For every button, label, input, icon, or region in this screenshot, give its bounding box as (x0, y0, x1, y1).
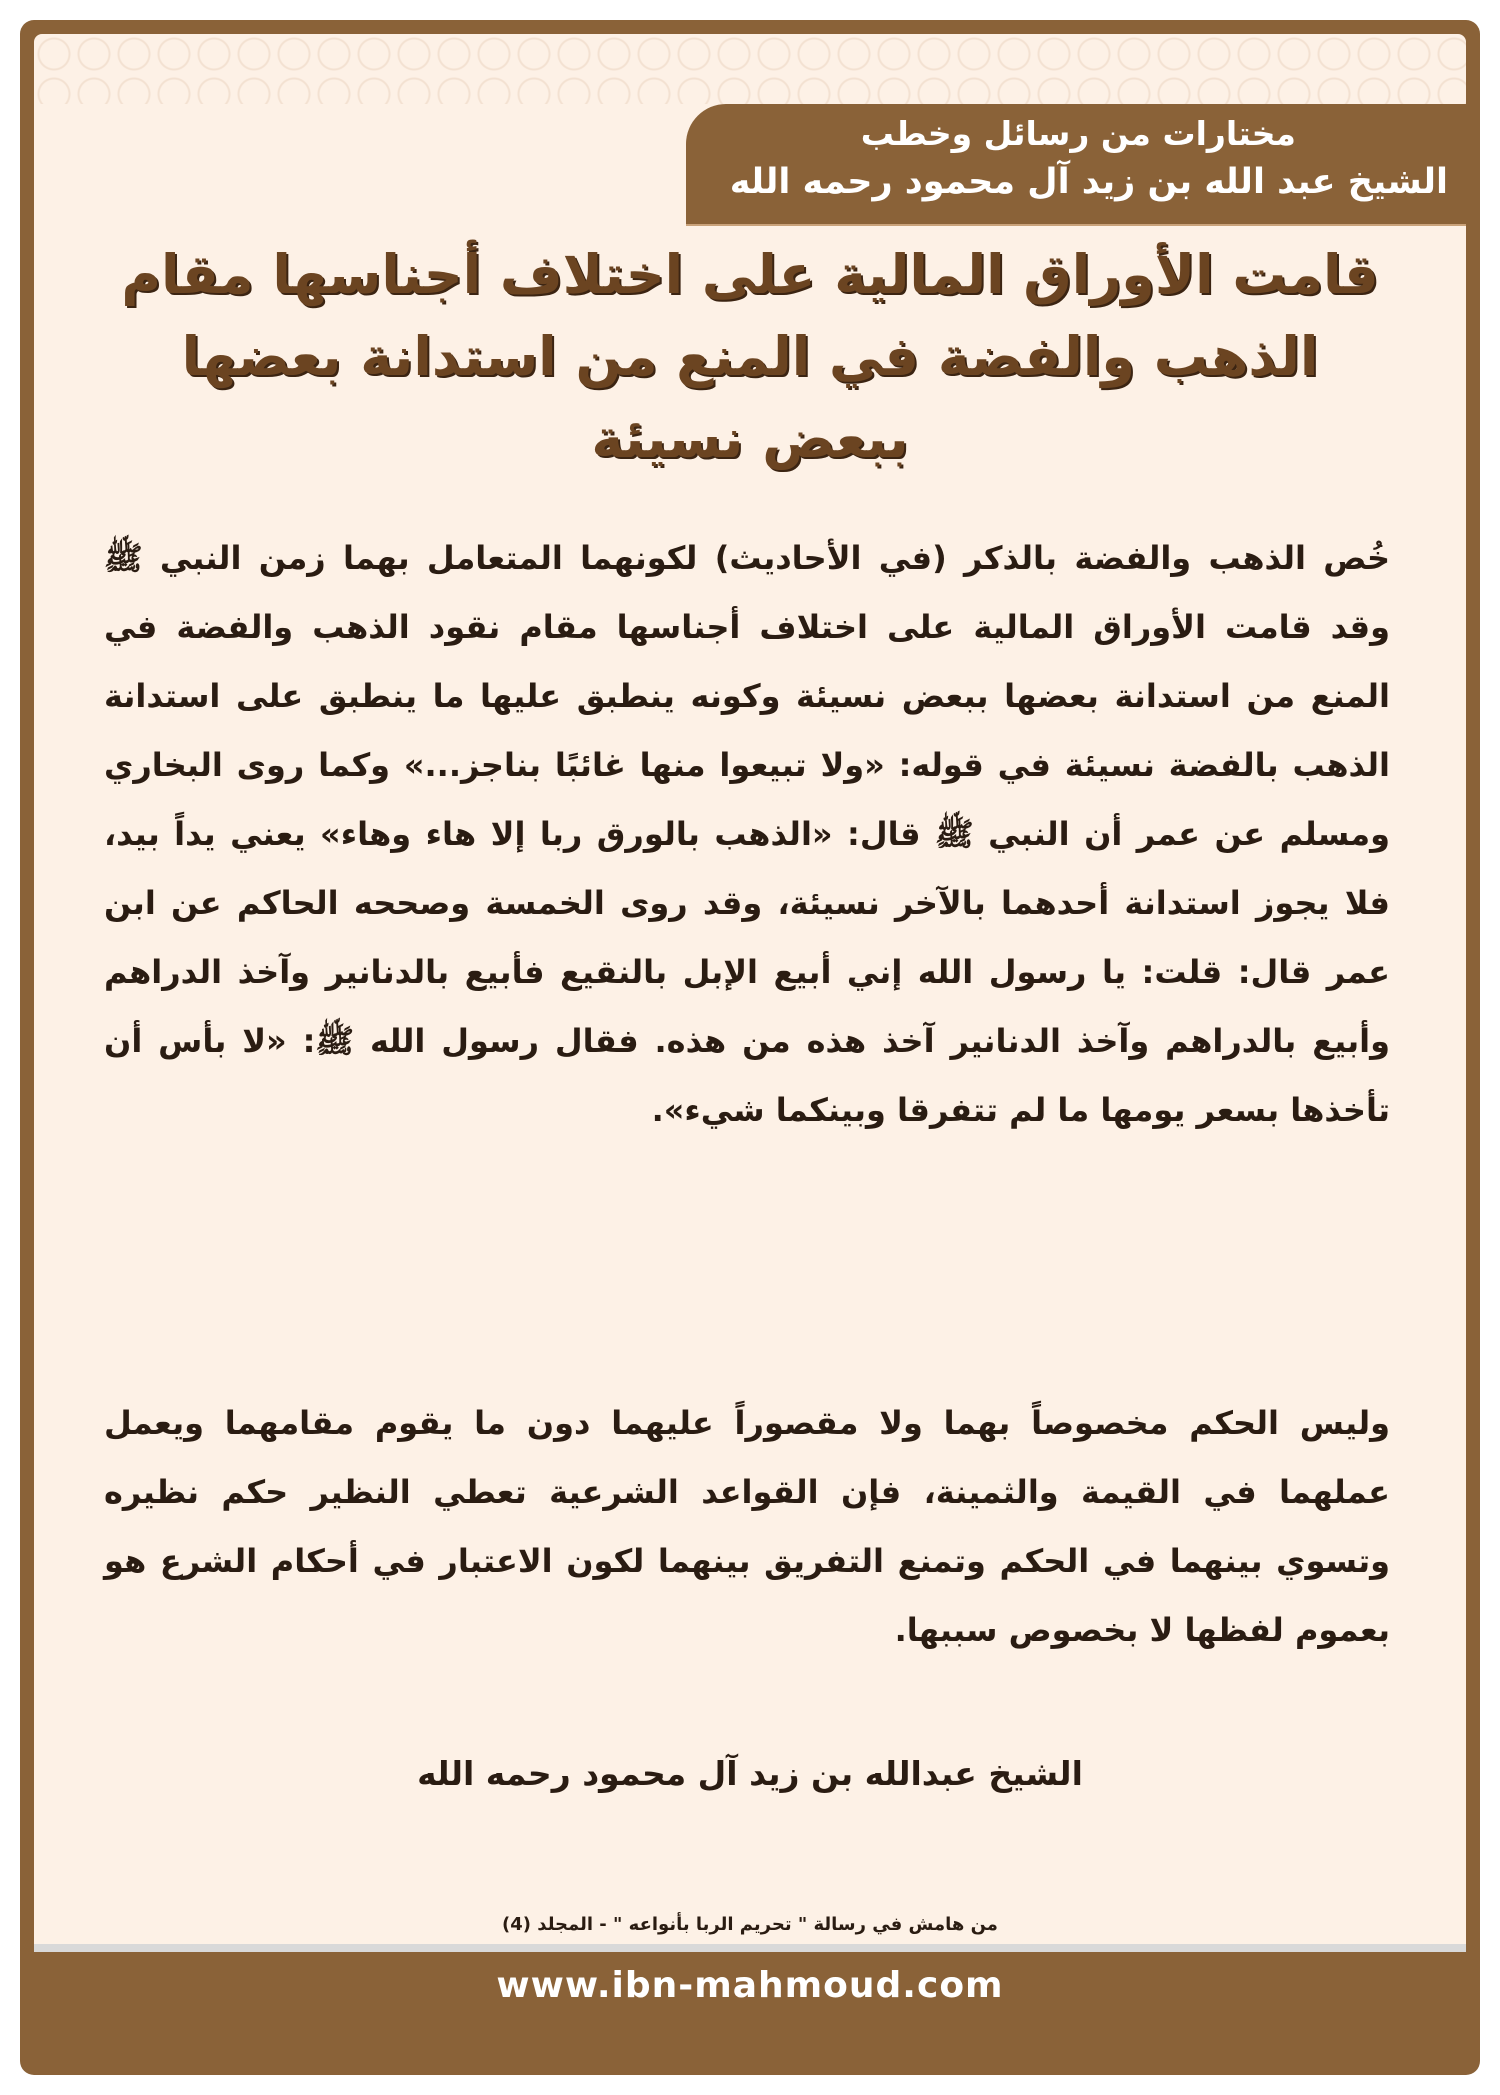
series-header (686, 104, 1466, 224)
paragraph-1: خُص الذهب والفضة بالذكر (في الأحاديث) لكونهما المتعامل بهما زمن النبي ﷺ وقد قامت الأوراق المالية على اختلاف أجناسها مقام نقود الذهب والفضة في المنع من استدانة بعضها ببعض نسيئة وكونه ينطبق عليها ما ينطبق على استدانة الذهب بالفضة نسيئة في قوله: «ولا تبيعوا منها غائبًا بناجز...» وكما روى البخاري ومسلم عن عمر أن النبي ﷺ قال: «الذهب بالورق ربا إلا هاء وهاء» يعني يداً بيد، فلا يجوز استدانة أحدهما بالآخر نسيئة، وقد روى الخمسة وصححه الحاكم عن ابن عمر قال: قلت: يا رسول الله إني أبيع الإبل بالنقيع فأبيع بالدنانير وآخذ الدراهم وأبيع بالدراهم وآخذ الدنانير آخذ هذه من هذه. فقال رسول الله ﷺ: «لا بأس أن تأخذها بسعر يومها ما لم تتفرقا وبينكما شيء». (104, 539, 1390, 1129)
series-author: الشيخ عبد الله بن زيد آل محمود رحمه الله (729, 162, 1448, 202)
footer-divider (34, 1944, 1466, 1952)
author-signature: الشيخ عبدالله بن زيد آل محمود رحمه الله (417, 1754, 1083, 1793)
decorative-pattern (34, 34, 1466, 104)
source-note: من هامش في رسالة " تحريم الربا بأنواعه " - المجلد (4) (502, 1914, 998, 1935)
paragraph-2: وليس الحكم مخصوصاً بهما ولا مقصوراً عليهما دون ما يقوم مقامهما ويعمل عملهما في القيمة والثمينة، فإن القواعد الشرعية تعطي النظير حكم نظيره وتسوي بينهما في الحكم وتمنع التفريق بينهما لكون الاعتبار في أحكام الشرع هو بعموم لفظها لا بخصوص سببها. (104, 1404, 1390, 1649)
content-paper (34, 34, 1466, 1944)
article-title: قامت الأوراق المالية على اختلاف أجناسها مقام الذهب والفضة في المنع من استدانة بعضها ببعض نسيئة (121, 243, 1379, 470)
series-title: مختارات من رسائل وخطب (860, 114, 1296, 153)
website-link[interactable]: www.ibn-mahmoud.com (496, 1965, 1004, 2006)
page-frame (20, 20, 1480, 2075)
